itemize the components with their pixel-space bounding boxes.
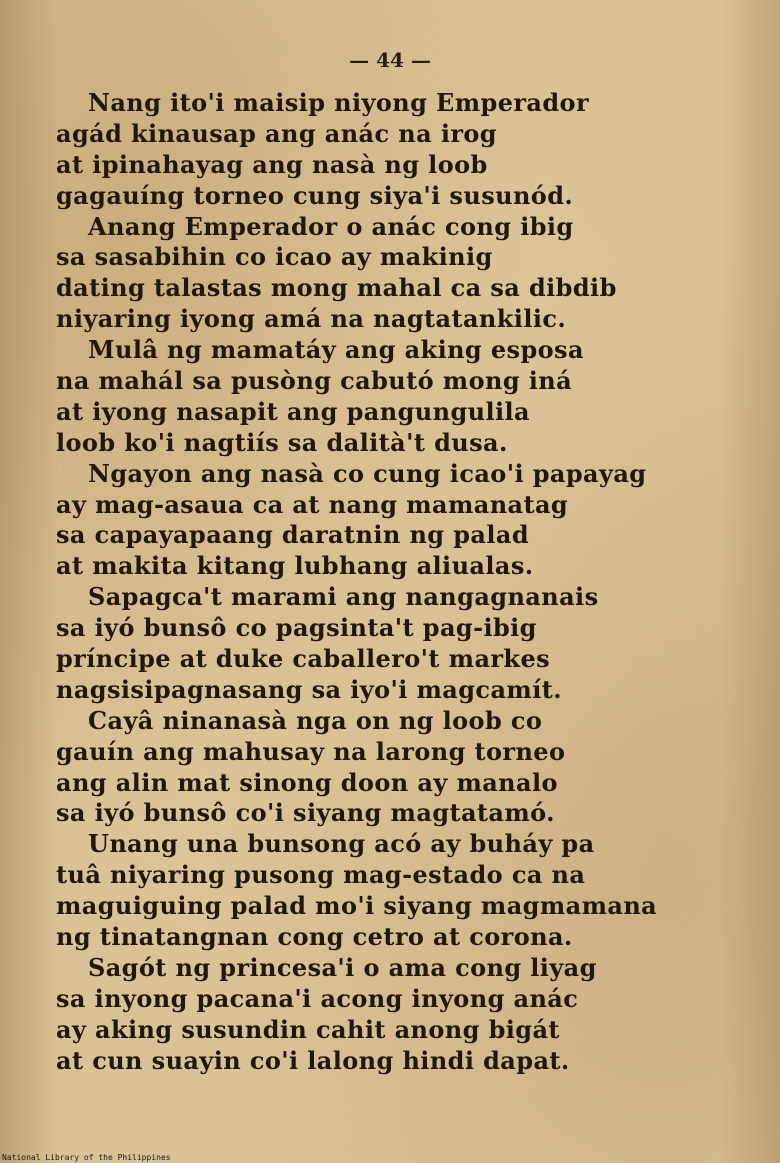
poem-line: nagsisipagnasang sa iyo'i magcamít. — [56, 674, 562, 704]
poem-line: niyaring iyong amá na nagtatankilic. — [56, 304, 567, 334]
poem-line: ay mag-asaua ca at nang mamanatag — [56, 489, 569, 519]
stanza — [56, 459, 676, 583]
poem-line: maguiguing palad mo'i siyang magmamana — [56, 891, 658, 921]
poem-line: sa iyó bunsô co'i siyang magtatamó. — [56, 798, 555, 828]
poem-line: at iyong nasapit ang pangungulila — [56, 396, 530, 426]
poem-line: Cayâ ninanasà nga on ng loob co — [88, 705, 543, 735]
stanza — [56, 582, 676, 706]
poem-line: sa sasabihin co icao ay makinig — [56, 242, 493, 272]
poem-line: na mahál sa pusòng cabutó mong iná — [56, 366, 573, 396]
page-number: — 44 — — [349, 48, 431, 72]
stanza — [56, 88, 676, 212]
poem-line: Anang Emperador o anác cong ibig — [88, 211, 574, 241]
poem-text — [56, 88, 676, 1077]
poem-line: Ngayon ang nasà co cung icao'i papayag — [88, 458, 647, 488]
stanza — [56, 829, 676, 953]
poem-line: sa inyong pacana'i acong inyong anác — [56, 983, 579, 1013]
poem-line: príncipe at duke caballero't markes — [56, 644, 551, 674]
poem-line: Sapagca't marami ang nangagnanais — [88, 582, 599, 612]
poem-line: Nang ito'i maisip niyong Emperador — [88, 88, 590, 117]
stanza — [56, 335, 676, 459]
poem-line: agád kinausap ang anác na irog — [56, 118, 497, 148]
poem-line: loob ko'i nagtiís sa dalità't dusa. — [56, 427, 508, 457]
poem-line: gagauíng torneo cung siya'i susunód. — [56, 180, 574, 210]
stanza — [56, 706, 676, 830]
poem-line: at cun suayin co'i lalong hindi dapat. — [56, 1045, 570, 1075]
poem-line: gauín ang mahusay na larong torneo — [56, 736, 566, 766]
poem-line: ng tinatangnan cong cetro at corona. — [56, 922, 573, 952]
poem-line: Mulâ ng mamatáy ang aking esposa — [88, 335, 584, 365]
poem-line: Unang una bunsong acó ay buháy pa — [88, 829, 595, 859]
poem-line: ay aking susundin cahit anong bigát — [56, 1014, 560, 1044]
stanza — [56, 212, 676, 336]
poem-line: at ipinahayag ang nasà ng loob — [56, 149, 488, 179]
poem-line: Sagót ng princesa'i o ama cong liyag — [88, 952, 597, 982]
poem-line: sa capayapaang daratnin ng palad — [56, 520, 530, 550]
poem-line: tuâ niyaring pusong mag-estado ca na — [56, 860, 586, 890]
poem-line: at makita kitang lubhang aliualas. — [56, 551, 534, 581]
poem-line: dating talastas mong mahal ca sa dibdib — [56, 273, 617, 303]
poem-line: sa iyó bunsô co pagsinta't pag-ibig — [56, 613, 537, 643]
library-footer: National Library of the Philippines — [2, 1153, 171, 1162]
stanza — [56, 953, 676, 1077]
poem-line: ang alin mat sinong doon ay manalo — [56, 767, 558, 797]
